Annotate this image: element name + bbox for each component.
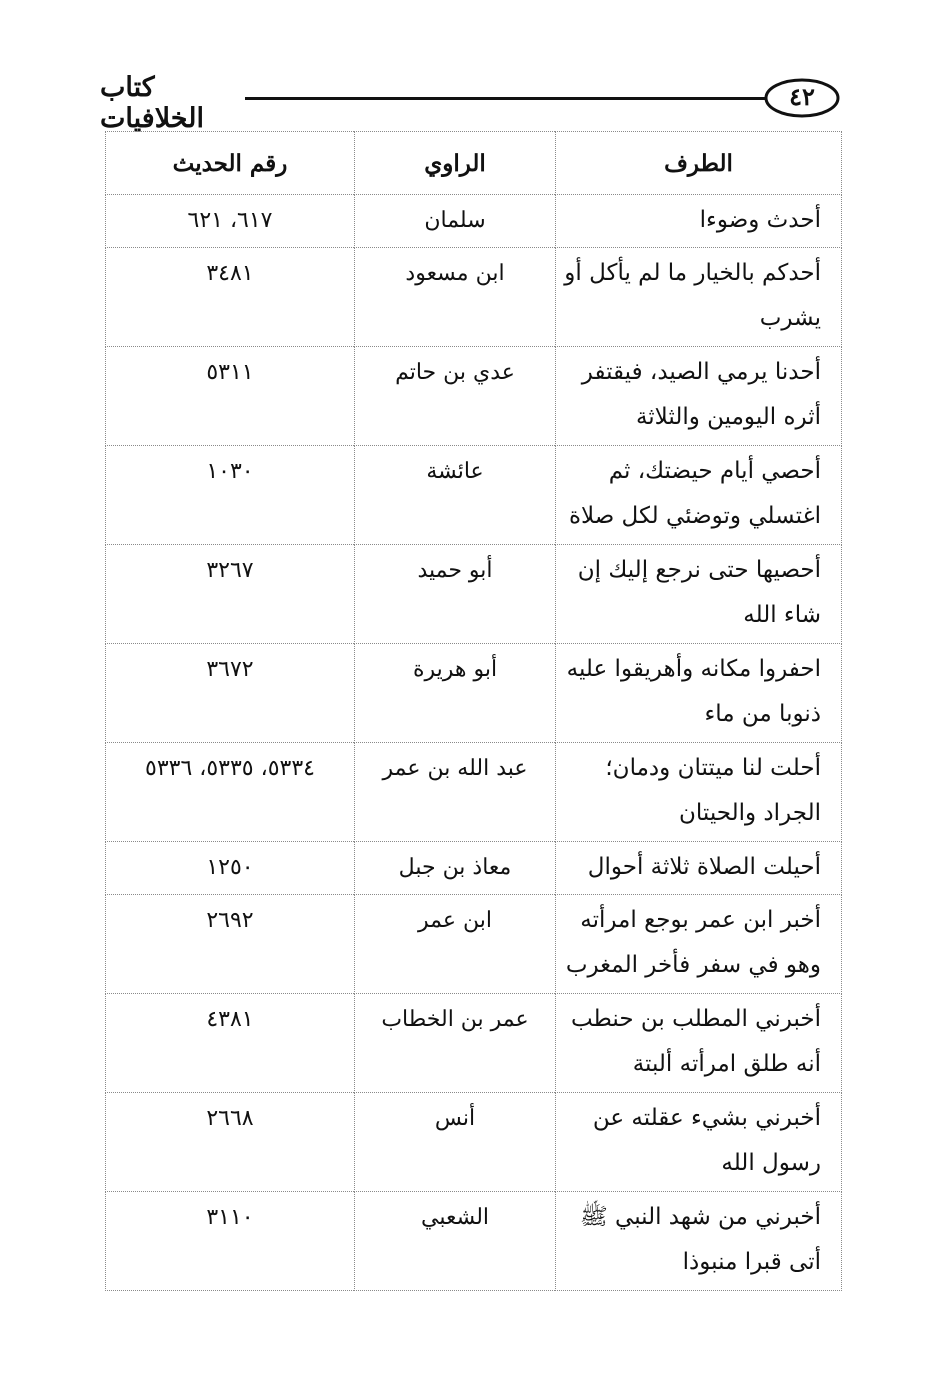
header-rule — [245, 97, 765, 100]
cell-tarf: أحلت لنا ميتتان ودمان؛ الجراد والحيتان — [556, 743, 842, 842]
table-row — [106, 895, 842, 994]
cell-rawi: عائشة — [355, 446, 556, 545]
cell-tarf: أخبرني من شهد النبي ﷺ أتى قبرا منبوذا — [556, 1192, 842, 1291]
cell-rawi: أنس — [355, 1093, 556, 1192]
cell-hadith-number: ٥٣٣٤، ٥٣٣٥، ٥٣٣٦ — [106, 743, 355, 842]
table-row — [106, 195, 842, 248]
cell-rawi: سلمان — [355, 195, 556, 248]
cell-hadith-number: ٣١١٠ — [106, 1192, 355, 1291]
cell-hadith-number: ٦١٧، ٦٢١ — [106, 195, 355, 248]
cell-tarf: أخبرني المطلب بن حنطب أنه طلق امرأته ألبتة — [556, 994, 842, 1093]
table-row — [106, 644, 842, 743]
cell-hadith-number: ٢٦٦٨ — [106, 1093, 355, 1192]
page-header — [0, 0, 947, 134]
cell-tarf: أحصي أيام حيضتك، ثم اغتسلي وتوضئي لكل صلاة — [556, 446, 842, 545]
cell-rawi: ابن مسعود — [355, 248, 556, 347]
cell-hadith-number: ٥٣١١ — [106, 347, 355, 446]
cell-hadith-number: ٢٦٩٢ — [106, 895, 355, 994]
cell-rawi: أبو حميد — [355, 545, 556, 644]
cell-hadith-number: ٣٦٧٢ — [106, 644, 355, 743]
cell-hadith-number: ٤٣٨١ — [106, 994, 355, 1093]
page-number-badge — [763, 77, 841, 119]
cell-tarf: احفروا مكانه وأهريقوا عليه ذنوبا من ماء — [556, 644, 842, 743]
table-row — [106, 743, 842, 842]
table-row — [106, 842, 842, 895]
cell-rawi: الشعبي — [355, 1192, 556, 1291]
cell-hadith-number: ١٢٥٠ — [106, 842, 355, 895]
cell-tarf: أحدكم بالخيار ما لم يأكل أو يشرب — [556, 248, 842, 347]
book-title: كتاب الخلافيات — [100, 72, 204, 134]
cell-tarf: أحدث وضوءا — [556, 195, 842, 248]
table-header-row — [106, 132, 842, 195]
cell-tarf: أحيلت الصلاة ثلاثة أحوال — [556, 842, 842, 895]
cell-hadith-number: ٣٤٨١ — [106, 248, 355, 347]
cell-rawi: معاذ بن جبل — [355, 842, 556, 895]
cell-rawi: عدي بن حاتم — [355, 347, 556, 446]
table-row — [106, 248, 842, 347]
cell-tarf: أخبر ابن عمر بوجع امرأته وهو في سفر فأخر المغرب — [556, 895, 842, 994]
cell-rawi: عمر بن الخطاب — [355, 994, 556, 1093]
cell-hadith-number: ١٠٣٠ — [106, 446, 355, 545]
cell-rawi: ابن عمر — [355, 895, 556, 994]
cell-rawi: أبو هريرة — [355, 644, 556, 743]
cell-tarf: أحصيها حتى نرجع إليك إن شاء الله — [556, 545, 842, 644]
column-header-tarf: الطرف — [556, 132, 842, 195]
table-row — [106, 347, 842, 446]
table-row — [106, 545, 842, 644]
column-header-number: رقم الحديث — [106, 132, 355, 195]
cell-tarf: أخبرني بشيء عقلته عن رسول الله — [556, 1093, 842, 1192]
table-row — [106, 446, 842, 545]
page-number: ٤٢ — [789, 82, 815, 111]
table-row — [106, 1093, 842, 1192]
hadith-index-table — [105, 131, 842, 1291]
cell-rawi: عبد الله بن عمر — [355, 743, 556, 842]
cell-tarf: أحدنا يرمي الصيد، فيقتفر أثره اليومين والثلاثة — [556, 347, 842, 446]
cell-hadith-number: ٣٢٦٧ — [106, 545, 355, 644]
table-row — [106, 1192, 842, 1291]
column-header-rawi: الراوي — [355, 132, 556, 195]
table-row — [106, 994, 842, 1093]
